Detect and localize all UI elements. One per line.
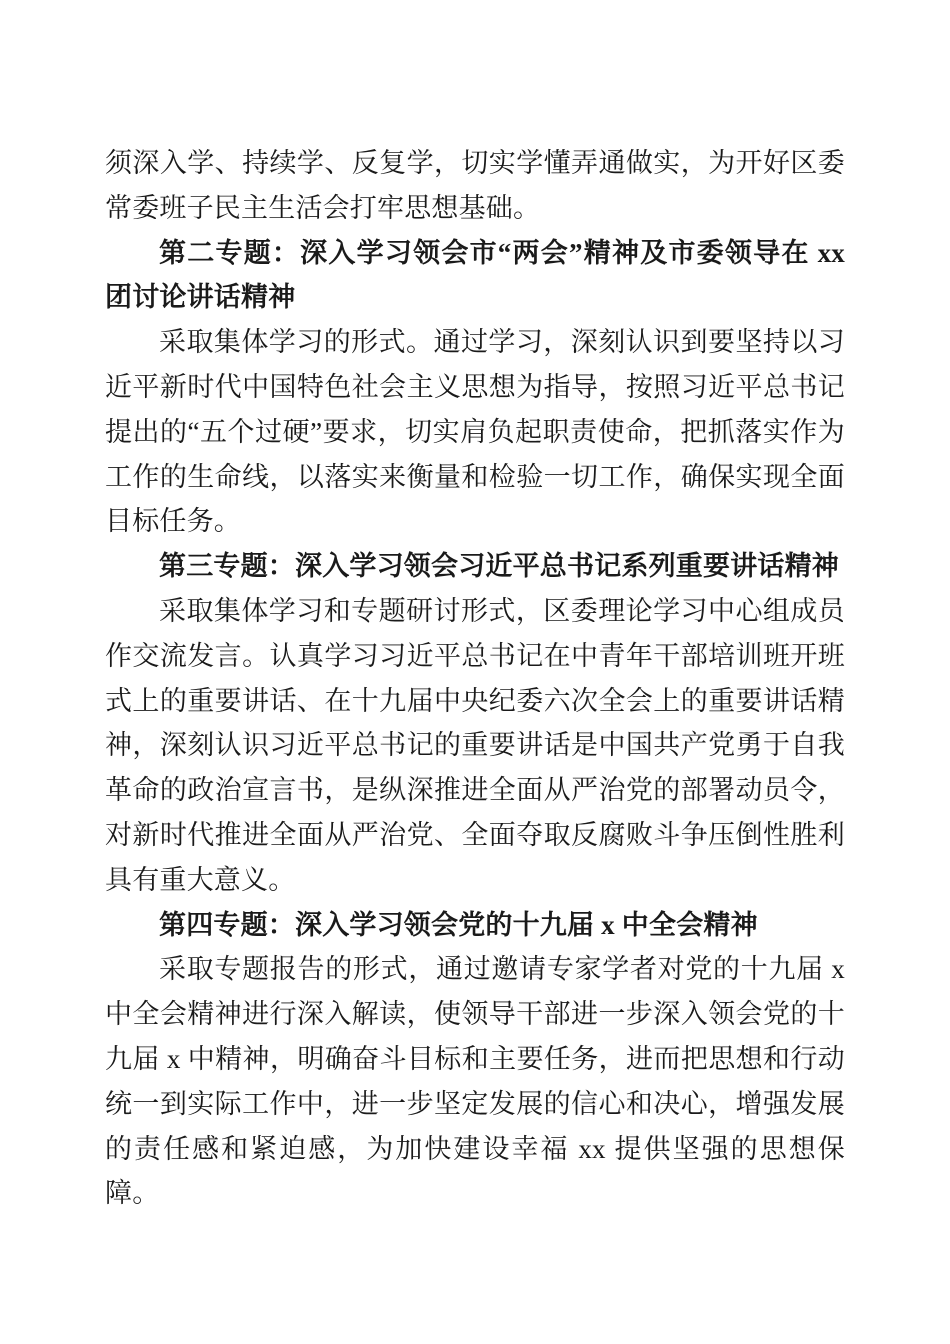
- paragraph-topic-4: 采取专题报告的形式，通过邀请专家学者对党的十九届 x 中全会精神进行深入解读，使领导干部进一步深入领会党的十九届 x 中精神，明确奋斗目标和主要任务，进而把思想和行动统一到实际工作中，进一步坚定发展的信心和决心，增强发展的责任感和紧迫感，为加快建设幸福 xx 提供坚强的思想保障。: [105, 954, 845, 1209]
- paragraph-topic-3: 采取集体学习和专题研讨形式，区委理论学习中心组成员作交流发言。认真学习习近平总书记在中青年干部培训班开班式上的重要讲话、在十九届中央纪委六次全会上的重要讲话精神，深刻认识习近平总书记的重要讲话是中国共产党勇于自我革命的政治宣言书，是纵深推进全面从严治党的部署动员令，对新时代推进全面从严治党、全面夺取反腐败斗争压倒性胜利具有重大意义。: [105, 595, 845, 895]
- paragraph-continuation: 须深入学、持续学、反复学，切实学懂弄通做实，为开好区委常委班子民主生活会打牢思想基础。: [105, 148, 845, 223]
- heading-topic-2: 第二专题：深入学习领会市“两会”精神及市委领导在 xx 团讨论讲话精神: [105, 237, 845, 313]
- heading-topic-3: 第三专题：深入学习领会习近平总书记系列重要讲话精神: [159, 551, 839, 582]
- paragraph-topic-2: 采取集体学习的形式。通过学习，深刻认识到要坚持以习近平新时代中国特色社会主义思想为指导，按照习近平总书记提出的“五个过硬”要求，切实肩负起职责使命，把抓落实作为工作的生命线，以落实来衡量和检验一切工作，确保实现全面目标任务。: [105, 327, 845, 537]
- heading-topic-4: 第四专题：深入学习领会党的十九届 x 中全会精神: [159, 909, 758, 940]
